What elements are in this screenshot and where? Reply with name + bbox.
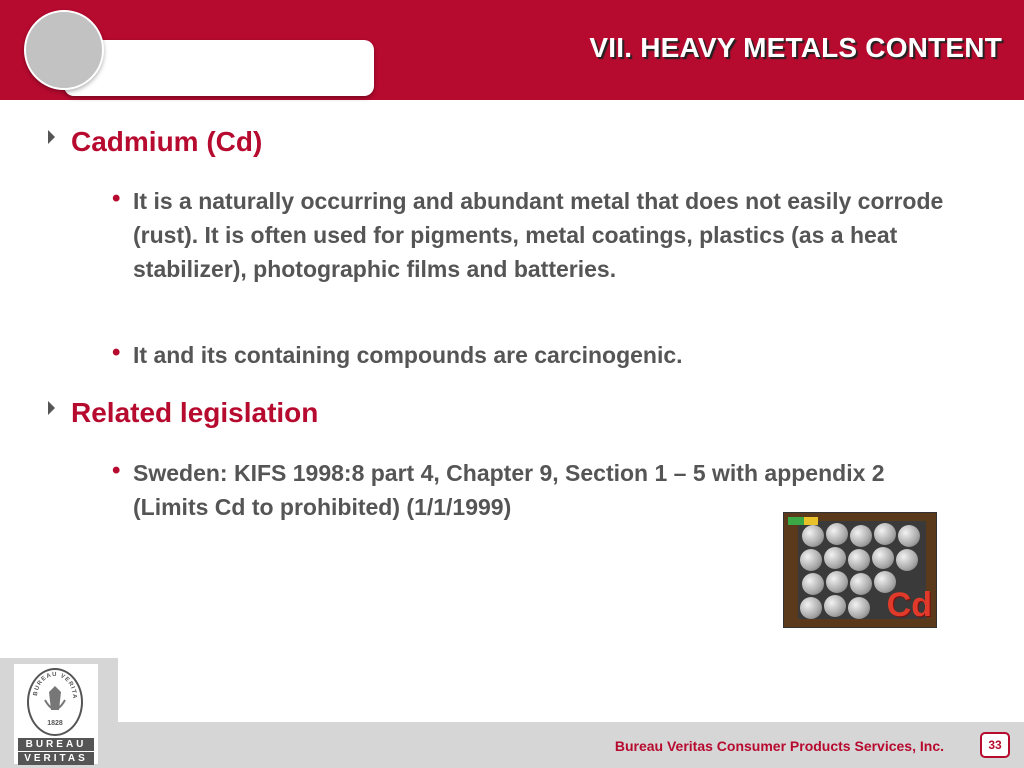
logo-emblem-icon [27, 668, 83, 736]
caret-icon [48, 401, 55, 415]
logo-line-veritas: VERITAS [18, 752, 94, 765]
bullet-icon: • [112, 185, 121, 212]
logo-line-bureau: BUREAU [18, 738, 94, 751]
bullet-icon: • [112, 457, 121, 484]
logo-top-text: BUREAU VERITA [32, 671, 78, 700]
bureau-veritas-logo [14, 664, 98, 764]
logo-emblem-svg [29, 670, 81, 734]
slide-title: VII. HEAVY METALS CONTENT [589, 32, 1002, 63]
photo-cd-label: Cd [886, 586, 932, 624]
bullet-text: It is a naturally occurring and abundant metal that does not easily corrode (rust). It is often used for pigments, metal coatings, plastics (as a heat stabilizer), photographic films and batteries. [133, 188, 944, 282]
bullet-text: It and its containing compounds are carcinogenic. [133, 342, 683, 368]
section-heading-legislation: Related legislation [71, 397, 319, 428]
footer-company-name: Bureau Veritas Consumer Products Services, Inc. [614, 738, 944, 754]
logo-year: 1828 [47, 720, 63, 727]
logo-container [0, 658, 118, 768]
bullet-text: Sweden: KIFS 1998:8 part 4, Chapter 9, Section 1 – 5 with appendix 2 (Limits Cd to prohibited) (1/1/1999) [133, 460, 885, 520]
header-circle-decoration [24, 10, 104, 90]
photo-tag-yellow [804, 517, 818, 525]
header-pill-decoration [64, 40, 374, 96]
page-number: 33 [980, 732, 1010, 758]
cadmium-photo [783, 512, 937, 628]
section-heading-cadmium: Cadmium (Cd) [71, 126, 263, 157]
bullet-icon: • [112, 339, 121, 366]
header-bar [0, 0, 1024, 100]
caret-icon [48, 130, 55, 144]
